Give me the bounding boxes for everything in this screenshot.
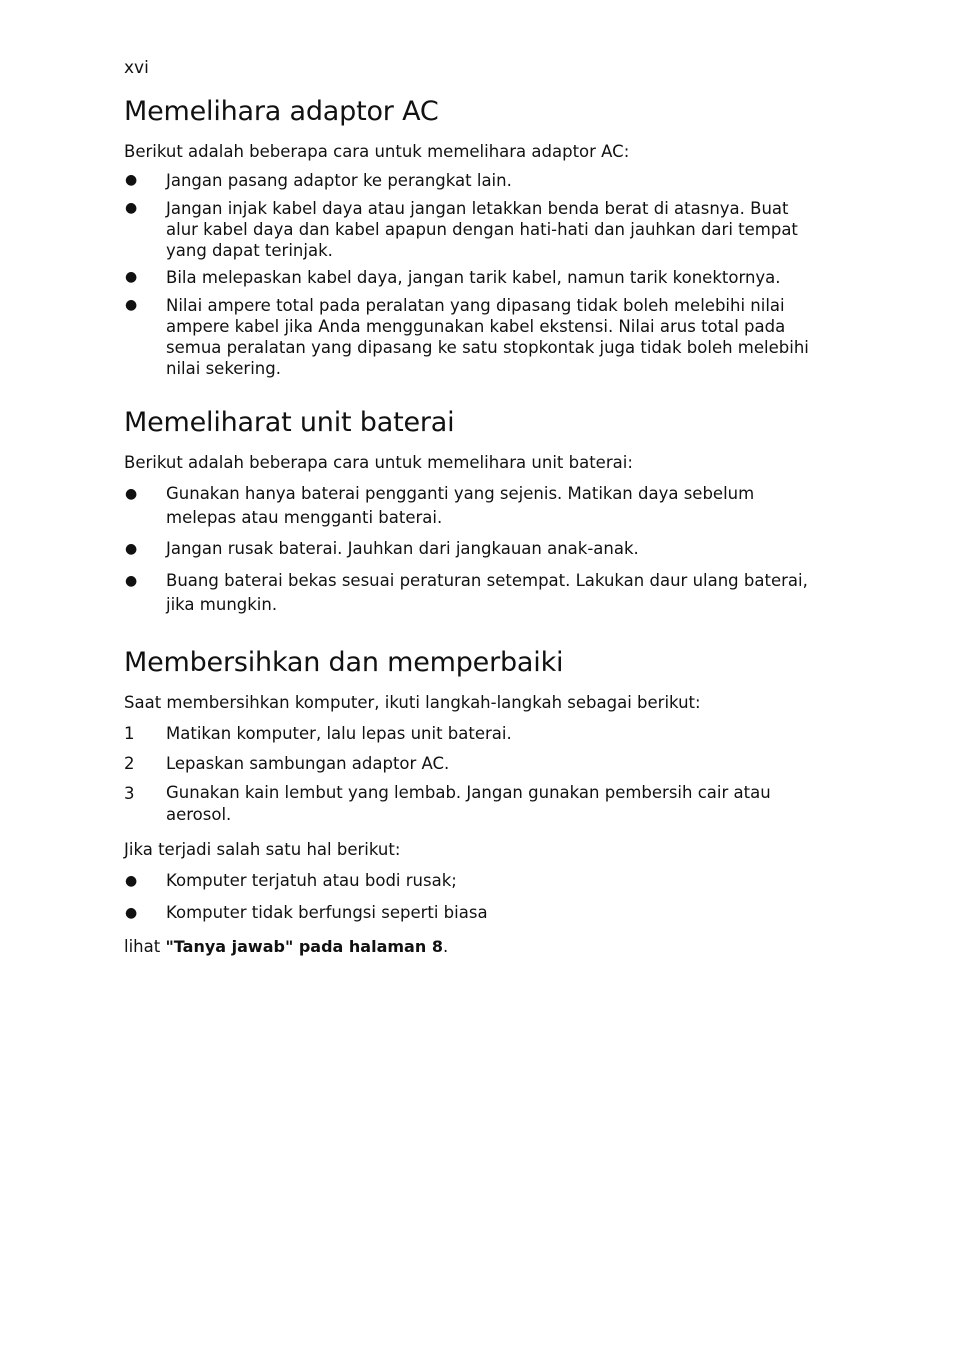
bullet-icon: ●	[125, 573, 138, 589]
condition-intro: Jika terjadi salah satu hal berikut:	[124, 840, 401, 859]
list-item: ● Nilai ampere total pada peralatan yang dipasang tidak boleh melebihi nilai ampere kabel jika Anda menggunakan kabel ekstensi. Nilai arus total pada semua peralatan yang dipasang ke satu stopkontak juga tidak boleh melebihi nilai sekering.	[125, 296, 809, 378]
list-item: ● Jangan rusak baterai. Jauhkan dari jangkauan anak-anak.	[124, 537, 814, 561]
reference-link[interactable]: "Tanya jawab" pada halaman 8	[165, 937, 443, 956]
section-intro-battery: Berikut adalah beberapa cara untuk memelihara unit baterai:	[124, 453, 633, 472]
list-item: ● Komputer tidak berfungsi seperti biasa	[124, 901, 814, 925]
reference-note: lihat "Tanya jawab" pada halaman 8.	[124, 937, 449, 956]
section-heading-battery: Memeliharat unit baterai	[124, 407, 455, 438]
section-heading-cleaning: Membersihkan dan memperbaiki	[124, 647, 564, 678]
section-intro-cleaning: Saat membersihkan komputer, ikuti langkah-langkah sebagai berikut:	[124, 693, 701, 712]
section-intro-adaptor: Berikut adalah beberapa cara untuk memelihara adaptor AC:	[124, 142, 630, 161]
bullet-icon: ●	[125, 486, 138, 502]
bullet-icon: ●	[125, 297, 138, 313]
section-heading-adaptor: Memelihara adaptor AC	[124, 96, 439, 127]
list-item: 1 Matikan komputer, lalu lepas unit baterai.	[124, 724, 512, 743]
bullet-icon: ●	[125, 905, 138, 921]
page-number: xvi	[124, 58, 149, 78]
list-item: ● Komputer terjatuh atau bodi rusak;	[124, 869, 814, 893]
bullet-icon: ●	[125, 873, 138, 889]
list-item: 2 Lepaskan sambungan adaptor AC.	[124, 754, 450, 773]
list-item: ● Buang baterai bekas sesuai peraturan setempat. Lakukan daur ulang baterai, jika mungkin.	[125, 571, 808, 614]
bullet-icon: ●	[125, 269, 138, 285]
bullet-icon: ●	[125, 541, 138, 557]
list-item: ● Bila melepaskan kabel daya, jangan tarik kabel, namun tarik konektornya.	[125, 268, 781, 287]
bullet-icon: ●	[125, 172, 138, 188]
list-item: ● Jangan pasang adaptor ke perangkat lain.	[125, 171, 512, 190]
bullet-icon: ●	[125, 200, 138, 216]
list-item: ● Gunakan hanya baterai pengganti yang sejenis. Matikan daya sebelum melepas atau mengganti baterai.	[125, 484, 755, 527]
list-item: ● Jangan injak kabel daya atau jangan letakkan benda berat di atasnya. Buat alur kabel daya dan kabel apapun dengan hati-hati dan jauhkan dari tempat yang dapat terinjak.	[125, 199, 798, 260]
list-item: 3 Gunakan kain lembut yang lembab. Jangan gunakan pembersih cair atau aerosol.	[124, 783, 771, 824]
